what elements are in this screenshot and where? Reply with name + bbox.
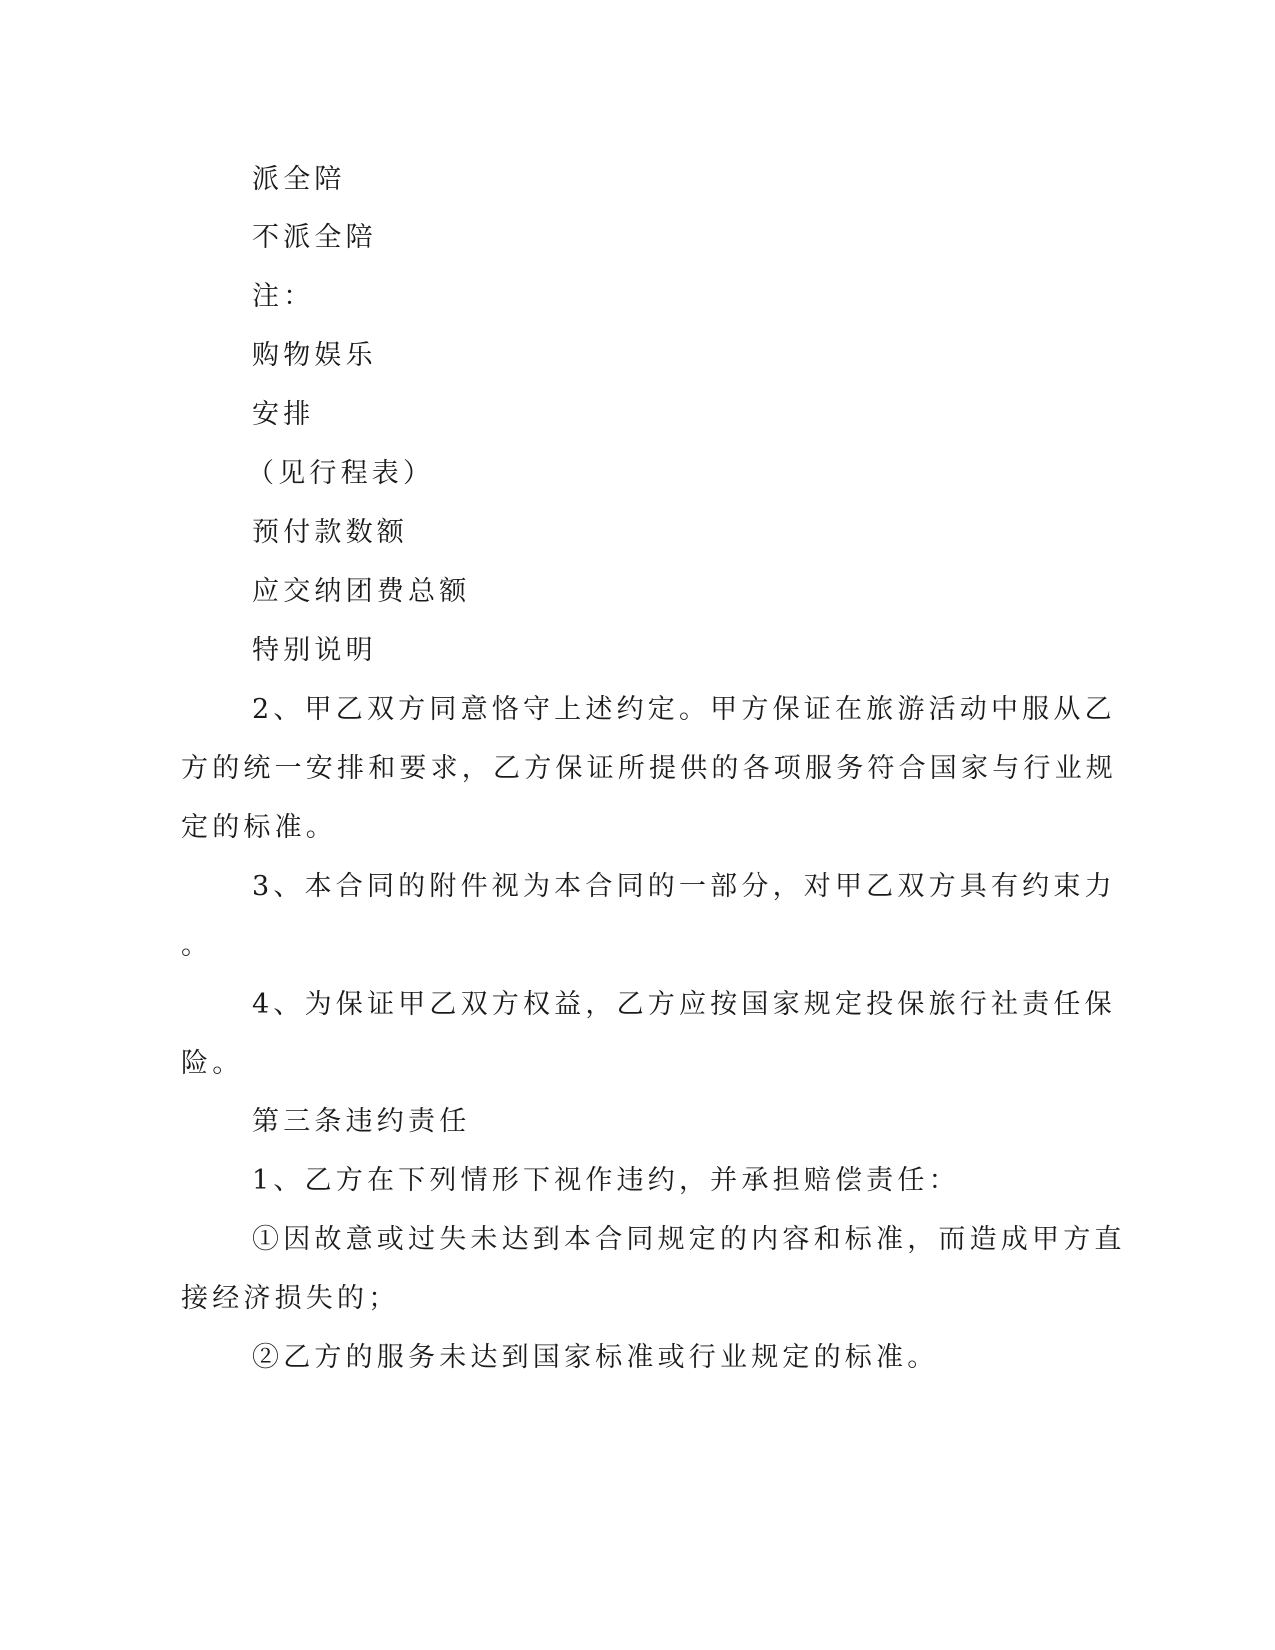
- clause-2-line-1: 2、甲乙双方同意恪守上述约定。甲方保证在旅游活动中服从乙: [252, 694, 1116, 725]
- clause-4-line-2: 险。: [181, 1048, 244, 1079]
- item-total-fee: 应交纳团费总额: [252, 576, 471, 607]
- breach-item-1-line-2: 接经济损失的；: [181, 1283, 400, 1314]
- clause-2-line-3: 定的标准。: [181, 812, 337, 843]
- clause-3-line-2: 。: [181, 930, 213, 961]
- item-arrangement: 安排: [252, 399, 315, 430]
- breach-clause-1: 1、乙方在下列情形下视作违约，并承担赔偿责任：: [252, 1165, 960, 1196]
- item-note: 注：: [252, 281, 315, 312]
- item-shopping-entertainment: 购物娱乐: [252, 340, 377, 371]
- item-escort-not-assigned: 不派全陪: [252, 222, 377, 253]
- item-escort-assigned: 派全陪: [252, 164, 346, 195]
- clause-3-line-1: 3、本合同的附件视为本合同的一部分，对甲乙双方具有约束力: [252, 871, 1116, 902]
- breach-item-1-line-1: ①因故意或过失未达到本合同规定的内容和标准，而造成甲方直: [252, 1224, 1126, 1255]
- clause-2-line-2: 方的统一安排和要求，乙方保证所提供的各项服务符合国家与行业规: [181, 753, 1117, 784]
- item-special-notes: 特别说明: [252, 635, 377, 666]
- breach-item-2: ②乙方的服务未达到国家标准或行业规定的标准。: [252, 1342, 939, 1373]
- item-prepayment-amount: 预付款数额: [252, 517, 408, 548]
- item-see-itinerary: （见行程表）: [247, 458, 435, 489]
- clause-4-line-1: 4、为保证甲乙双方权益，乙方应按国家规定投保旅行社责任保: [252, 989, 1116, 1020]
- article-3-heading: 第三条违约责任: [252, 1106, 471, 1137]
